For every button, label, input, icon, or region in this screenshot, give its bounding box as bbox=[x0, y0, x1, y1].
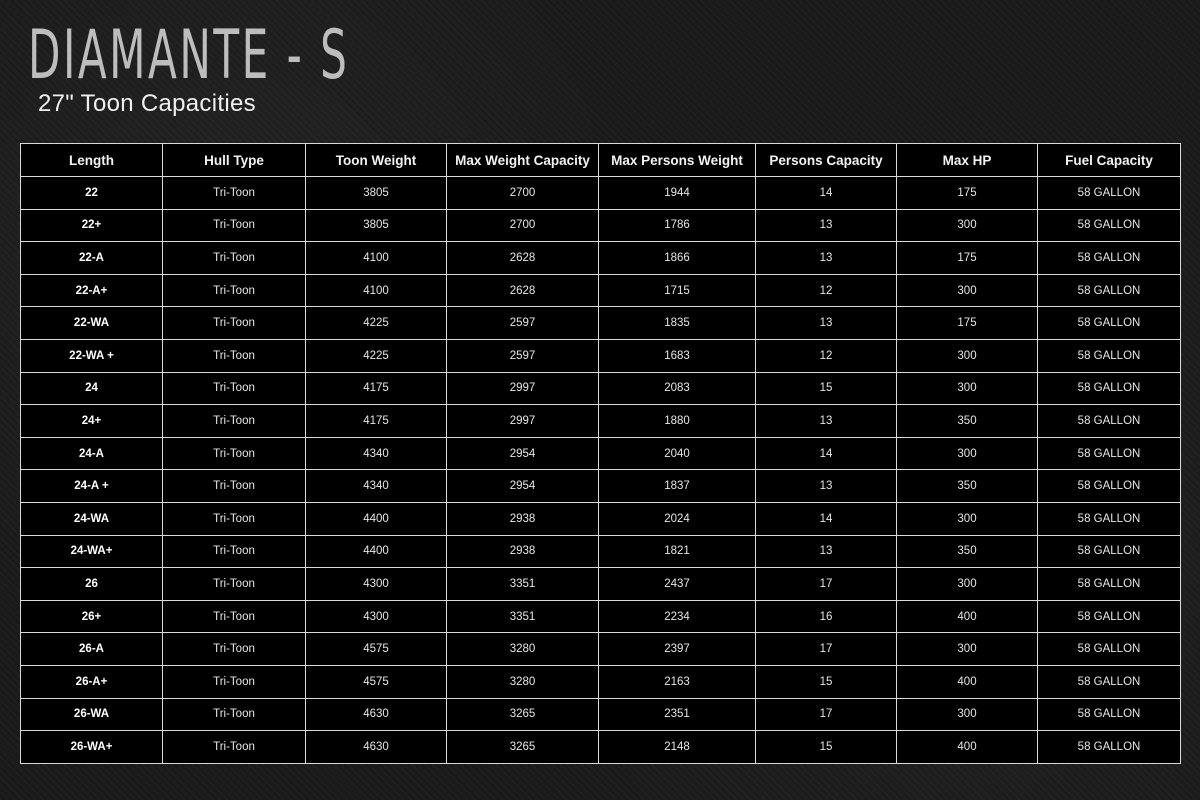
cell-length: 22-A+ bbox=[21, 274, 163, 307]
cell-fuel-capacity: 58 GALLON bbox=[1038, 437, 1181, 470]
cell-max-weight-capacity: 2954 bbox=[447, 470, 599, 503]
cell-max-persons-weight: 2234 bbox=[599, 600, 756, 633]
cell-max-persons-weight: 1715 bbox=[599, 274, 756, 307]
cell-hull-type: Tri-Toon bbox=[163, 274, 306, 307]
cell-persons-capacity: 15 bbox=[756, 731, 897, 764]
cell-length: 22-WA bbox=[21, 307, 163, 340]
cell-toon-weight: 4340 bbox=[306, 470, 447, 503]
column-header-persons-capacity: Persons Capacity bbox=[756, 144, 897, 177]
cell-hull-type: Tri-Toon bbox=[163, 633, 306, 666]
column-header-hull-type: Hull Type bbox=[163, 144, 306, 177]
table-row bbox=[21, 209, 1181, 242]
cell-length: 22-A bbox=[21, 242, 163, 275]
cell-hull-type: Tri-Toon bbox=[163, 470, 306, 503]
cell-length: 24-A + bbox=[21, 470, 163, 503]
cell-hull-type: Tri-Toon bbox=[163, 568, 306, 601]
cell-max-hp: 300 bbox=[897, 568, 1038, 601]
cell-max-persons-weight: 1786 bbox=[599, 209, 756, 242]
cell-hull-type: Tri-Toon bbox=[163, 209, 306, 242]
table-row bbox=[21, 731, 1181, 764]
cell-toon-weight: 4400 bbox=[306, 502, 447, 535]
cell-toon-weight: 4575 bbox=[306, 665, 447, 698]
cell-max-weight-capacity: 3351 bbox=[447, 600, 599, 633]
cell-max-weight-capacity: 2628 bbox=[447, 242, 599, 275]
cell-max-persons-weight: 1880 bbox=[599, 405, 756, 438]
cell-persons-capacity: 14 bbox=[756, 177, 897, 210]
cell-max-hp: 300 bbox=[897, 209, 1038, 242]
cell-max-weight-capacity: 2597 bbox=[447, 339, 599, 372]
table-row bbox=[21, 470, 1181, 503]
cell-max-persons-weight: 2437 bbox=[599, 568, 756, 601]
cell-max-persons-weight: 2148 bbox=[599, 731, 756, 764]
cell-persons-capacity: 17 bbox=[756, 568, 897, 601]
cell-fuel-capacity: 58 GALLON bbox=[1038, 698, 1181, 731]
cell-max-persons-weight: 2024 bbox=[599, 502, 756, 535]
cell-length: 26-A+ bbox=[21, 665, 163, 698]
cell-max-weight-capacity: 3280 bbox=[447, 633, 599, 666]
cell-toon-weight: 4630 bbox=[306, 731, 447, 764]
cell-hull-type: Tri-Toon bbox=[163, 731, 306, 764]
cell-max-hp: 350 bbox=[897, 470, 1038, 503]
cell-max-weight-capacity: 2938 bbox=[447, 502, 599, 535]
cell-max-hp: 400 bbox=[897, 665, 1038, 698]
cell-toon-weight: 4400 bbox=[306, 535, 447, 568]
column-header-toon-weight: Toon Weight bbox=[306, 144, 447, 177]
cell-max-hp: 175 bbox=[897, 177, 1038, 210]
cell-persons-capacity: 17 bbox=[756, 633, 897, 666]
cell-max-weight-capacity: 3351 bbox=[447, 568, 599, 601]
cell-hull-type: Tri-Toon bbox=[163, 307, 306, 340]
column-header-max-persons-weight: Max Persons Weight bbox=[599, 144, 756, 177]
cell-max-persons-weight: 1821 bbox=[599, 535, 756, 568]
cell-persons-capacity: 13 bbox=[756, 307, 897, 340]
cell-hull-type: Tri-Toon bbox=[163, 177, 306, 210]
cell-toon-weight: 4225 bbox=[306, 307, 447, 340]
cell-length: 26-A bbox=[21, 633, 163, 666]
column-header-length: Length bbox=[21, 144, 163, 177]
table-row bbox=[21, 600, 1181, 633]
cell-toon-weight: 4340 bbox=[306, 437, 447, 470]
cell-persons-capacity: 16 bbox=[756, 600, 897, 633]
cell-max-persons-weight: 2397 bbox=[599, 633, 756, 666]
cell-max-persons-weight: 2083 bbox=[599, 372, 756, 405]
page-subtitle: 27" Toon Capacities bbox=[38, 90, 256, 117]
cell-length: 24+ bbox=[21, 405, 163, 438]
cell-fuel-capacity: 58 GALLON bbox=[1038, 274, 1181, 307]
cell-fuel-capacity: 58 GALLON bbox=[1038, 535, 1181, 568]
cell-max-persons-weight: 1944 bbox=[599, 177, 756, 210]
cell-hull-type: Tri-Toon bbox=[163, 502, 306, 535]
cell-max-hp: 400 bbox=[897, 600, 1038, 633]
cell-max-persons-weight: 2163 bbox=[599, 665, 756, 698]
cell-hull-type: Tri-Toon bbox=[163, 600, 306, 633]
cell-persons-capacity: 13 bbox=[756, 470, 897, 503]
cell-toon-weight: 4175 bbox=[306, 405, 447, 438]
cell-max-weight-capacity: 2997 bbox=[447, 372, 599, 405]
cell-max-hp: 300 bbox=[897, 274, 1038, 307]
cell-max-hp: 300 bbox=[897, 698, 1038, 731]
cell-length: 24-A bbox=[21, 437, 163, 470]
cell-toon-weight: 4225 bbox=[306, 339, 447, 372]
cell-persons-capacity: 13 bbox=[756, 209, 897, 242]
table-header-row bbox=[21, 144, 1181, 177]
cell-max-hp: 300 bbox=[897, 437, 1038, 470]
cell-fuel-capacity: 58 GALLON bbox=[1038, 731, 1181, 764]
cell-max-hp: 175 bbox=[897, 242, 1038, 275]
cell-max-persons-weight: 1837 bbox=[599, 470, 756, 503]
cell-length: 26 bbox=[21, 568, 163, 601]
table-row bbox=[21, 405, 1181, 438]
cell-persons-capacity: 12 bbox=[756, 274, 897, 307]
cell-length: 26+ bbox=[21, 600, 163, 633]
table-row bbox=[21, 665, 1181, 698]
cell-max-weight-capacity: 2938 bbox=[447, 535, 599, 568]
cell-hull-type: Tri-Toon bbox=[163, 535, 306, 568]
column-header-max-weight-capacity: Max Weight Capacity bbox=[447, 144, 599, 177]
cell-persons-capacity: 13 bbox=[756, 405, 897, 438]
cell-max-persons-weight: 2351 bbox=[599, 698, 756, 731]
cell-fuel-capacity: 58 GALLON bbox=[1038, 633, 1181, 666]
cell-fuel-capacity: 58 GALLON bbox=[1038, 307, 1181, 340]
cell-fuel-capacity: 58 GALLON bbox=[1038, 600, 1181, 633]
cell-max-weight-capacity: 3265 bbox=[447, 731, 599, 764]
cell-length: 22 bbox=[21, 177, 163, 210]
cell-hull-type: Tri-Toon bbox=[163, 339, 306, 372]
cell-fuel-capacity: 58 GALLON bbox=[1038, 405, 1181, 438]
cell-toon-weight: 4300 bbox=[306, 568, 447, 601]
cell-hull-type: Tri-Toon bbox=[163, 698, 306, 731]
cell-max-hp: 350 bbox=[897, 535, 1038, 568]
cell-max-weight-capacity: 2628 bbox=[447, 274, 599, 307]
column-header-max-hp: Max HP bbox=[897, 144, 1038, 177]
cell-length: 26-WA bbox=[21, 698, 163, 731]
cell-fuel-capacity: 58 GALLON bbox=[1038, 502, 1181, 535]
cell-persons-capacity: 12 bbox=[756, 339, 897, 372]
cell-toon-weight: 4100 bbox=[306, 274, 447, 307]
cell-fuel-capacity: 58 GALLON bbox=[1038, 242, 1181, 275]
table-row bbox=[21, 568, 1181, 601]
page-title: DIAMANTE - S bbox=[28, 16, 350, 95]
cell-max-hp: 400 bbox=[897, 731, 1038, 764]
cell-hull-type: Tri-Toon bbox=[163, 665, 306, 698]
cell-max-weight-capacity: 2597 bbox=[447, 307, 599, 340]
table-row bbox=[21, 274, 1181, 307]
cell-max-hp: 300 bbox=[897, 502, 1038, 535]
cell-hull-type: Tri-Toon bbox=[163, 242, 306, 275]
table-row bbox=[21, 372, 1181, 405]
table-row bbox=[21, 339, 1181, 372]
cell-max-weight-capacity: 3280 bbox=[447, 665, 599, 698]
cell-persons-capacity: 15 bbox=[756, 665, 897, 698]
cell-max-hp: 300 bbox=[897, 339, 1038, 372]
table-row bbox=[21, 698, 1181, 731]
cell-persons-capacity: 13 bbox=[756, 242, 897, 275]
table-row bbox=[21, 177, 1181, 210]
table-row bbox=[21, 633, 1181, 666]
cell-toon-weight: 3805 bbox=[306, 177, 447, 210]
cell-toon-weight: 3805 bbox=[306, 209, 447, 242]
cell-length: 24 bbox=[21, 372, 163, 405]
cell-fuel-capacity: 58 GALLON bbox=[1038, 470, 1181, 503]
cell-toon-weight: 4630 bbox=[306, 698, 447, 731]
cell-fuel-capacity: 58 GALLON bbox=[1038, 665, 1181, 698]
cell-max-weight-capacity: 2997 bbox=[447, 405, 599, 438]
cell-max-weight-capacity: 2954 bbox=[447, 437, 599, 470]
cell-persons-capacity: 14 bbox=[756, 437, 897, 470]
cell-max-persons-weight: 1866 bbox=[599, 242, 756, 275]
cell-hull-type: Tri-Toon bbox=[163, 372, 306, 405]
cell-length: 24-WA bbox=[21, 502, 163, 535]
table-row bbox=[21, 242, 1181, 275]
cell-toon-weight: 4100 bbox=[306, 242, 447, 275]
cell-persons-capacity: 15 bbox=[756, 372, 897, 405]
cell-fuel-capacity: 58 GALLON bbox=[1038, 339, 1181, 372]
cell-max-weight-capacity: 2700 bbox=[447, 209, 599, 242]
table-row bbox=[21, 535, 1181, 568]
cell-max-weight-capacity: 2700 bbox=[447, 177, 599, 210]
capacities-table bbox=[20, 143, 1181, 764]
table-row bbox=[21, 437, 1181, 470]
cell-fuel-capacity: 58 GALLON bbox=[1038, 372, 1181, 405]
cell-toon-weight: 4175 bbox=[306, 372, 447, 405]
cell-max-persons-weight: 1835 bbox=[599, 307, 756, 340]
cell-max-persons-weight: 2040 bbox=[599, 437, 756, 470]
cell-fuel-capacity: 58 GALLON bbox=[1038, 177, 1181, 210]
cell-max-hp: 300 bbox=[897, 372, 1038, 405]
table-row bbox=[21, 307, 1181, 340]
cell-persons-capacity: 13 bbox=[756, 535, 897, 568]
cell-max-hp: 300 bbox=[897, 633, 1038, 666]
cell-persons-capacity: 17 bbox=[756, 698, 897, 731]
cell-max-hp: 175 bbox=[897, 307, 1038, 340]
cell-length: 22+ bbox=[21, 209, 163, 242]
cell-length: 24-WA+ bbox=[21, 535, 163, 568]
cell-max-persons-weight: 1683 bbox=[599, 339, 756, 372]
cell-hull-type: Tri-Toon bbox=[163, 405, 306, 438]
cell-fuel-capacity: 58 GALLON bbox=[1038, 209, 1181, 242]
column-header-fuel-capacity: Fuel Capacity bbox=[1038, 144, 1181, 177]
cell-max-weight-capacity: 3265 bbox=[447, 698, 599, 731]
cell-fuel-capacity: 58 GALLON bbox=[1038, 568, 1181, 601]
cell-toon-weight: 4300 bbox=[306, 600, 447, 633]
cell-hull-type: Tri-Toon bbox=[163, 437, 306, 470]
cell-length: 22-WA + bbox=[21, 339, 163, 372]
cell-persons-capacity: 14 bbox=[756, 502, 897, 535]
cell-length: 26-WA+ bbox=[21, 731, 163, 764]
table-row bbox=[21, 502, 1181, 535]
cell-max-hp: 350 bbox=[897, 405, 1038, 438]
cell-toon-weight: 4575 bbox=[306, 633, 447, 666]
